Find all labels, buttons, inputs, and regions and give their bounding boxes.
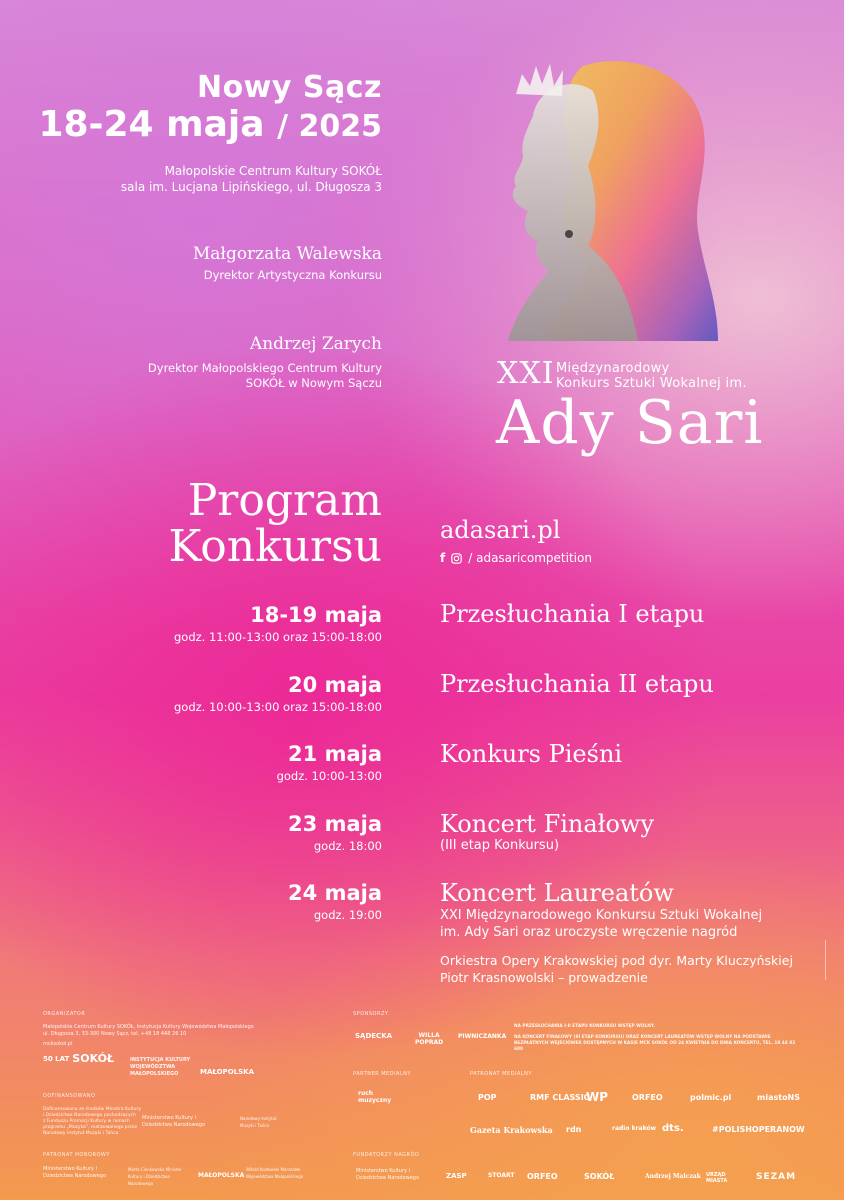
sokol-logo <box>43 1052 114 1065</box>
schedule-title: Przesłuchania I etapu <box>440 600 705 628</box>
nimit-logo: Narodowy Instytut Muzyki i Tańca <box>240 1116 277 1128</box>
media-logo: POP <box>478 1093 497 1102</box>
media-logo: WP <box>586 1090 609 1104</box>
organizer-text-line: Małopolskie Centrum Kultury SOKÓŁ, Instytucja Kultury Województwa Małopolskiego <box>43 1024 254 1030</box>
organizer-text-line: ul. Długosza 3, 33-300 Nowy Sącz, tel. +48 18 448 26 10 <box>43 1031 187 1037</box>
media-logo: polmic.pl <box>690 1093 732 1102</box>
website-link[interactable]: adasari.pl <box>440 516 561 544</box>
date-range: 18-24 maja <box>38 104 265 145</box>
competition-number: XXI <box>497 356 555 391</box>
cofinance-text-line: i Dziedzictwa Narodowego pochodzących <box>43 1113 136 1118</box>
honorary-logo: MAŁOPOLSKA <box>198 1172 245 1179</box>
social-links <box>440 551 592 565</box>
honorary-logo: Witold Kozłowski Marszałek Województwa Małopolskiego <box>246 1167 304 1179</box>
ministry-logo: Ministerstwo Kultury i Dziedzictwa Narodowego <box>142 1115 206 1128</box>
schedule-time: godz. 10:00-13:00 oraz 15:00-18:00 <box>173 700 382 714</box>
facebook-icon[interactable]: f <box>440 551 446 565</box>
media-logo: ORFEO <box>632 1093 663 1102</box>
cofinance-text-line: Narodowy Instytut Muzyki i Tańca <box>43 1131 119 1136</box>
edge-divider <box>825 940 826 980</box>
schedule-subtitle-line: im. Ady Sari oraz uroczyste wręczenie nagród <box>440 925 738 940</box>
instagram-icon[interactable] <box>451 553 462 564</box>
person-name: Małgorzata Walewska <box>192 244 382 264</box>
program-title <box>168 475 382 572</box>
schedule-time: godz. 10:00-13:00 <box>276 769 382 783</box>
competition-line: Konkurs Sztuki Wokalnej im. <box>556 376 747 391</box>
cofinance-heading: DOFINANSOWANO <box>43 1093 96 1099</box>
portrait-illustration <box>478 56 728 346</box>
event-city: Nowy Sącz <box>196 70 382 105</box>
schedule-time: godz. 19:00 <box>313 908 382 922</box>
sokol-logo-sub: 50 LAT <box>43 1054 70 1063</box>
sponsor-logo: WILLA POPRAD <box>415 1032 444 1046</box>
sponsor-logo: SĄDECKA <box>355 1032 393 1040</box>
founder-logo: STOART <box>488 1172 515 1179</box>
social-handle: / adasaricompetition <box>468 551 592 565</box>
media-logo: Gazeta Krakowska <box>470 1125 553 1135</box>
person-role: Dyrektor Artystyczna Konkursu <box>203 268 382 282</box>
person-role-line: SOKÓŁ w Nowym Sączu <box>245 376 382 390</box>
schedule-date: 18-19 maja <box>250 603 382 627</box>
venue-line: sala im. Lucjana Lipińskiego, ul. Długosza 3 <box>120 180 382 194</box>
competition-name: Ady Sari <box>496 388 764 458</box>
honorary-heading: PATRONAT HONOROWY <box>43 1152 110 1158</box>
schedule-note-line: Piotr Krasnowolski – prowadzenie <box>440 970 648 985</box>
person-name: Andrzej Zarych <box>249 334 382 354</box>
schedule-title: Koncert Laureatów <box>440 879 674 907</box>
organizer-heading: ORGANIZATOR <box>43 1011 86 1017</box>
competition-line: Międzynarodowy <box>556 361 670 376</box>
media-logo: rdn <box>566 1125 582 1134</box>
schedule-title: Konkurs Pieśni <box>440 740 623 768</box>
media-heading: PATRONAT MEDIALNY <box>470 1071 532 1077</box>
schedule-time: godz. 11:00-13:00 oraz 15:00-18:00 <box>173 630 382 644</box>
sokol-logo-text: SOKÓŁ <box>72 1052 115 1065</box>
entry-note: NA KONCERT FINAŁOWY (III ETAP KONKURSU) ORAZ KONCERT LAUREATÓW WSTĘP WOLNY NA PODSTAWIE BEZPŁATNYCH WEJŚCIÓWEK DOSTĘPNYCH W KASIE MCK SOKÓŁ OD 24 KWIETNIA DO DNIA KONCERTU, TEL. 18 44 82 600 <box>514 1035 796 1052</box>
schedule-date: 21 maja <box>288 742 382 766</box>
sponsor-logo: PIWNICZANKA <box>458 1033 507 1040</box>
schedule-date: 20 maja <box>288 673 382 697</box>
malopolska-logo: MAŁOPOLSKA <box>200 1068 255 1076</box>
program-title-line: Program <box>187 475 382 526</box>
institution-logo: INSTYTUCJA KULTURY WOJEWÓDZTWA MAŁOPOLSKIEGO <box>130 1057 191 1077</box>
sponsors-heading: SPONSORZY <box>353 1011 389 1017</box>
event-dates <box>38 104 382 145</box>
schedule-date: 24 maja <box>288 881 382 905</box>
schedule-date: 23 maja <box>288 812 382 836</box>
cofinance-text-line: programu „Muzyka", realizowanego przez <box>43 1125 137 1130</box>
founder-logo: ORFEO <box>527 1172 558 1181</box>
media-logo: #POLISHOPERANOW <box>712 1125 805 1134</box>
venue <box>121 163 382 195</box>
honorary-logo: Ministerstwo Kultury i Dziedzictwa Narodowego <box>43 1166 107 1179</box>
media-logo: radio kraków <box>612 1125 657 1132</box>
honorary-logo: Marta Cienkowska Minister Kultury i Dziedzictwa Narodowego <box>128 1167 182 1186</box>
schedule-title: Koncert Finałowy <box>440 810 655 838</box>
partner-heading: PARTNER MEDIALNY <box>353 1071 412 1077</box>
founder-logo: Ministerstwo Kultury i Dziedzictwa Narodowego <box>356 1168 420 1181</box>
person-role-line: Dyrektor Małopolskiego Centrum Kultury <box>147 361 382 375</box>
venue-line: Małopolskie Centrum Kultury SOKÓŁ <box>164 164 382 178</box>
schedule-subtitle <box>440 907 762 941</box>
event-year: / 2025 <box>277 109 382 144</box>
schedule-note <box>440 952 793 986</box>
schedule-title: Przesłuchania II etapu <box>440 670 714 698</box>
schedule-subtitle-line: XXI Międzynarodowego Konkursu Sztuki Wokalnej <box>440 908 763 923</box>
founder-logo: SEZAM <box>756 1172 797 1182</box>
media-logo: RMF CLASSIC <box>530 1093 590 1102</box>
person-role <box>148 361 382 391</box>
founders-heading: FUNDATORZY NAGRÓD <box>353 1152 420 1158</box>
partner-logo: ruch muzyczny <box>358 1090 392 1104</box>
cofinance-text <box>43 1107 141 1137</box>
program-title-line: Konkursu <box>168 521 382 572</box>
founder-logo: URZĄD MIASTA <box>706 1172 728 1184</box>
schedule-note-line: Orkiestra Opery Krakowskiej pod dyr. Marty Kluczyńskiej <box>440 953 793 968</box>
entry-note: NA PRZESŁUCHANIA I-II ETAPU KONKURSU WSTĘP WOLNY. <box>514 1024 655 1029</box>
media-logo: miastoNS <box>757 1093 801 1102</box>
organizer-text <box>43 1024 254 1038</box>
cofinance-text-line: z Funduszu Promocji Kultury w ramach <box>43 1119 130 1124</box>
media-logo: dts. <box>662 1123 684 1134</box>
schedule-time: godz. 18:00 <box>313 839 382 853</box>
founder-logo: SOKÓŁ <box>584 1172 615 1181</box>
cofinance-text-line: Dofinansowano ze środków Ministra Kultury <box>43 1107 142 1112</box>
founder-logo: ZASP <box>446 1172 467 1180</box>
founder-logo: Andrzej Malczak <box>645 1173 701 1180</box>
organizer-social[interactable]: mcksokol.pl <box>43 1041 73 1047</box>
schedule-subtitle: (III etap Konkursu) <box>440 838 560 853</box>
